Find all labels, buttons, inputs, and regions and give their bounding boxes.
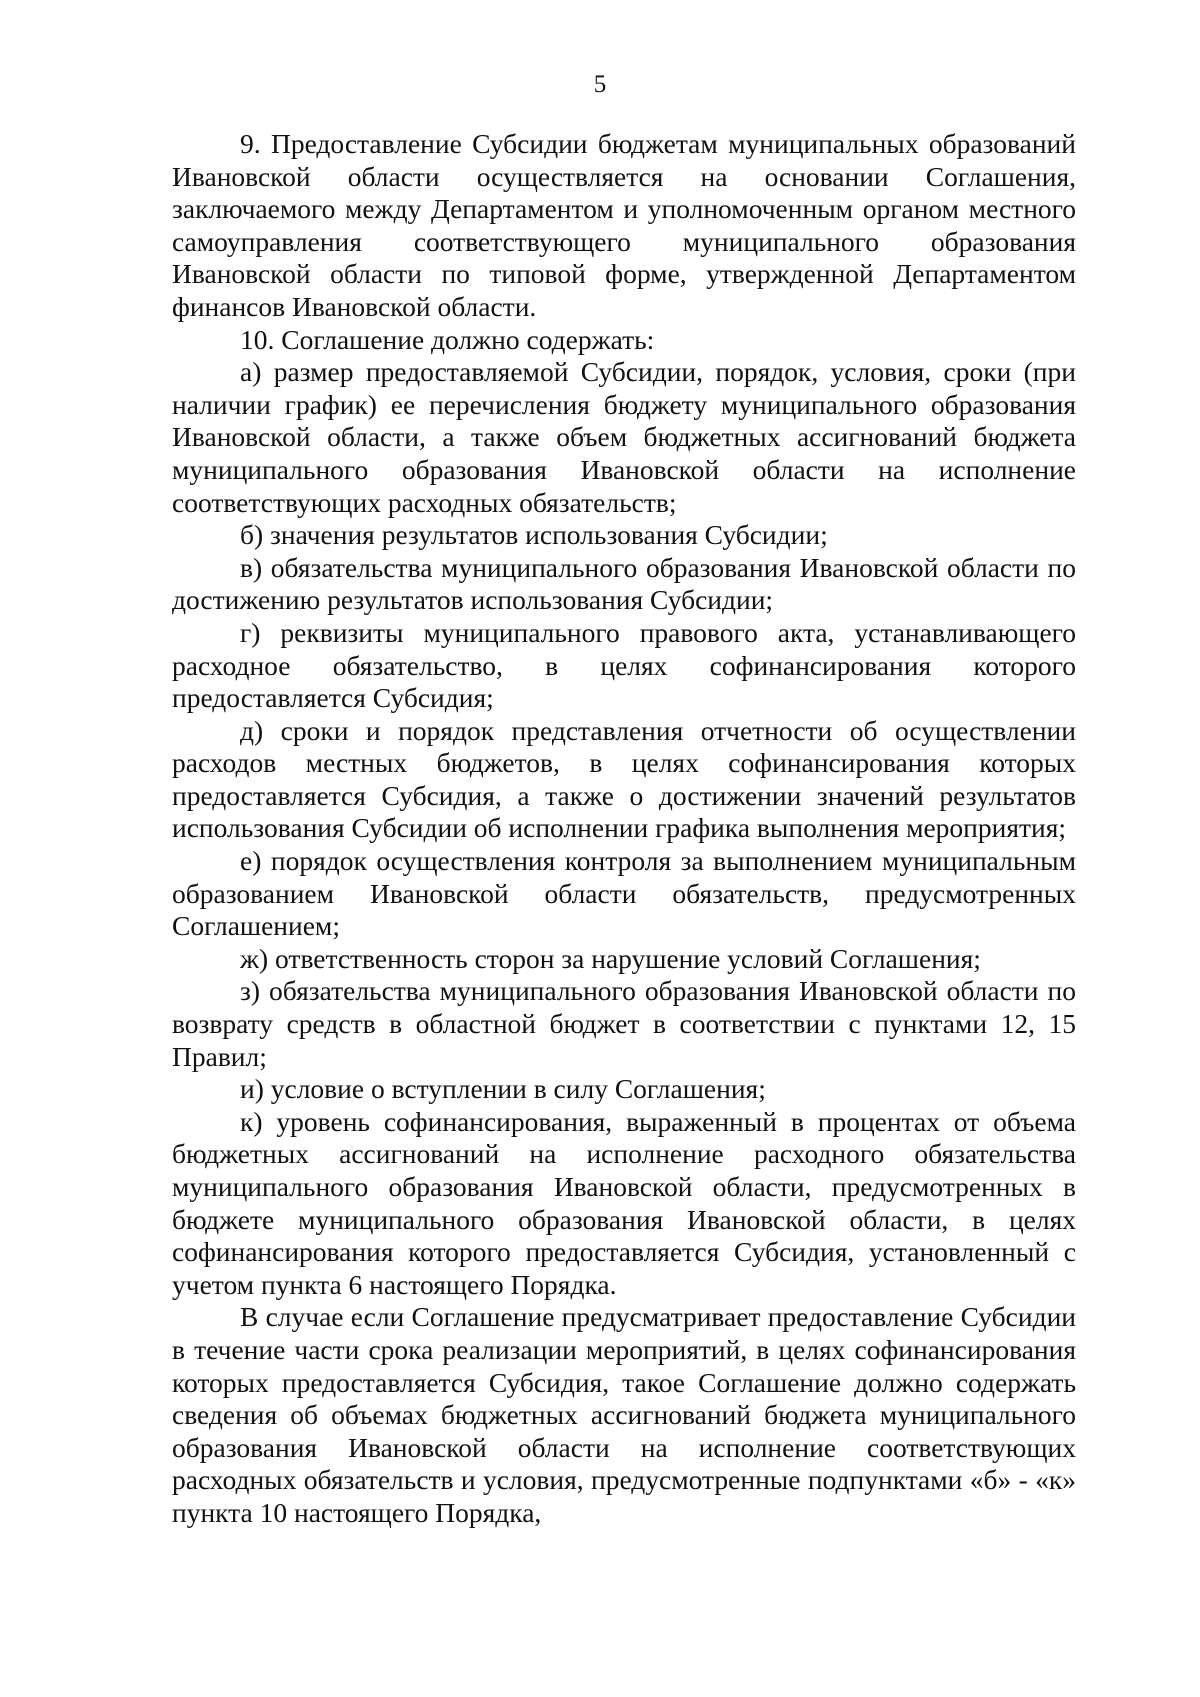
subitem-i: и) условие о вступлении в силу Соглашения; <box>240 1073 766 1105</box>
subitem-g: г) реквизиты муниципального правового акта, устанавливающего расходное обязательство, в целях софинансирования которого предоставляется Субсидия; <box>172 616 1076 714</box>
subitem-zh: ж) ответственность сторон за нарушение условий Соглашения; <box>240 942 981 974</box>
paragraph-9-subsidy-provision: 9. Предоставление Субсидии бюджетам муниципальных образований Ивановской области осуществляется на основании Соглашения, заключаемого между Департаментом и уполномоченным органом местного самоуправления соответствующего муниципального образования Ивановской области по типовой форме, утвержденной Департаментом финансов Ивановской области. <box>172 128 1076 322</box>
paragraph-partial-term-case: В случае если Соглашение предусматривает предоставление Субсидии в течение части срока реализации мероприятий, в целях софинансирования которых предоставляется Субсидия, такое Соглашение должно содержать сведения об объемах бюджетных ассигнований бюджета муниципального образования Ивановской области на исполнение соответствующих расходных обязательств и условия, предусмотренные подпунктами «б» - «к» пункта 10 настоящего Порядка, <box>172 1301 1076 1528</box>
subitem-v: в) обязательства муниципального образования Ивановской области по достижению результатов использования Субсидии; <box>172 551 1076 616</box>
subitem-z: з) обязательства муниципального образования Ивановской области по возврату средств в областной бюджет в соответствии с пунктами 12, 15 Правил; <box>172 975 1076 1072</box>
subitem-a: а) размер предоставляемой Субсидии, порядок, условия, сроки (при наличии график) ее перечисления бюджету муниципального образования Ивановской области, а также объем бюджетных ассигнований бюджета муниципального образования Ивановской области на исполнение соответствующих расходных обязательств; <box>172 356 1076 518</box>
document-body <box>172 128 1076 1530</box>
subitem-b: б) значения результатов использования Субсидии; <box>240 519 828 551</box>
subitem-e: е) порядок осуществления контроля за выполнением муниципальным образованием Ивановской области обязательств, предусмотренных Соглашением; <box>172 845 1076 942</box>
page-number: 5 <box>593 71 607 98</box>
subitem-k: к) уровень софинансирования, выраженный в процентах от объема бюджетных ассигнований на исполнение расходного обязательства муниципального образования Ивановской области, предусмотренных в бюджете муниципального образования Ивановской области, в целях софинансирования которого предоставляется Субсидия, установленный с учетом пункта 6 настоящего Порядка. <box>172 1105 1076 1300</box>
subitem-d: д) сроки и порядок представления отчетности об осуществлении расходов местных бюджетов, в целях софинансирования которых предоставляется Субсидия, а также о достижении значений результатов использования Субсидии об исполнении графика выполнения мероприятия; <box>172 714 1076 844</box>
paragraph-10-agreement-contents: 10. Соглашение должно содержать: <box>240 323 655 355</box>
